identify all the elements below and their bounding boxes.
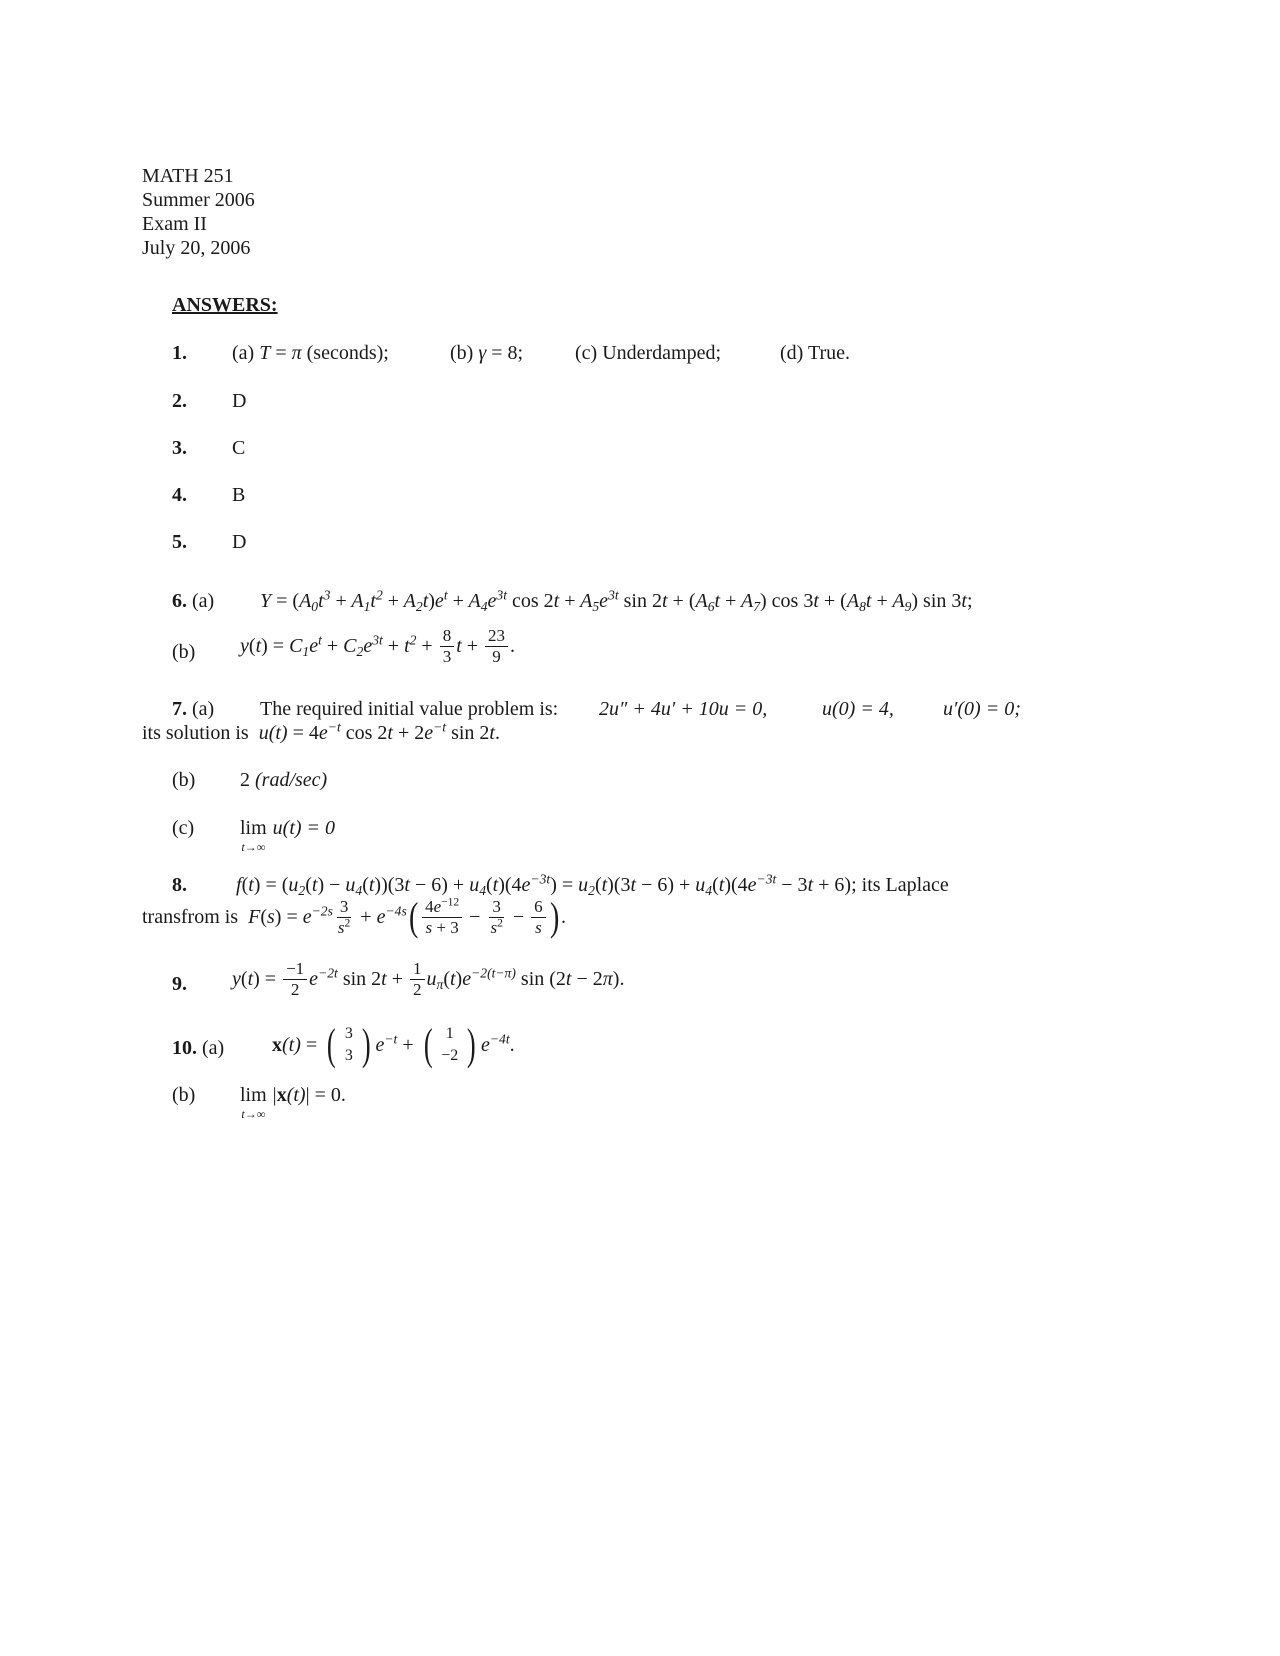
q7a-intro: The required initial value problem is:	[260, 698, 559, 720]
course-title: MATH 251	[142, 165, 234, 187]
q3-number: 3.	[172, 437, 187, 459]
q7a-ode: 2u″ + 4u′ + 10u = 0,	[599, 698, 768, 720]
q7b-answer: 2 (rad/sec)	[240, 769, 328, 791]
q6-label: 6. (a)	[172, 590, 215, 612]
q10-label: 10. (a)	[172, 1037, 225, 1059]
q7c-answer: lim t→∞ u(t) = 0	[240, 817, 336, 854]
q1-part-c: (c) Underdamped;	[575, 342, 722, 364]
q5-number: 5.	[172, 531, 187, 553]
q5-answer: D	[232, 531, 247, 553]
q7b-label: (b)	[172, 769, 196, 791]
q8-frac-b: $\frac{4e^{-12}}{s + 3}$	[422, 898, 462, 937]
q9-frac-b: $\frac{1}{2}$	[410, 960, 425, 999]
q6b-label: (b)	[172, 641, 196, 663]
q10a-equation: x(t) = ( 3 3 ) $e^{-t}$ + ( 1 −2 ) $e^{-4t}$ .	[272, 1020, 515, 1069]
q2-number: 2.	[172, 390, 187, 412]
q10a-vector-1: ( 3 3 )	[327, 1020, 371, 1069]
q7c-limit: lim t→∞	[240, 817, 267, 854]
q9-equation: y(t) = $\frac{-1}{2}$ $e^{-2t}$ sin 2t + $\frac{1}{2}$ $u_\pi(t)e^{-2(t-\pi)}$ sin (2t − 2π).	[232, 959, 625, 999]
q1-part-b: (b) γ = 8;	[450, 342, 524, 364]
q10b-answer: lim t→∞ |x(t)| = 0.	[240, 1084, 346, 1121]
q8-number: 8.	[172, 874, 187, 896]
q10b-limit: lim t→∞	[240, 1084, 267, 1121]
answers-heading: ANSWERS:	[172, 294, 278, 316]
q8-frac-d: $\frac{6}{s}$	[531, 898, 546, 937]
q7c-label: (c)	[172, 817, 195, 839]
exam-name: Exam II	[142, 213, 207, 235]
q9-number: 9.	[172, 973, 187, 995]
q8-frac-a: $\frac{3}{s^2}$	[337, 896, 351, 937]
q7-label: 7. (a)	[172, 698, 215, 720]
q7a-ic1: u(0) = 4,	[822, 698, 894, 720]
term: Summer 2006	[142, 189, 255, 211]
q1-number: 1.	[172, 342, 187, 364]
q8-frac-c: $\frac{3}{s^2}$	[490, 896, 503, 937]
q8-laplace: transfrom is $F(s) = e^{-2s}$ $\frac{3}{s^2}$ + $e^{-4s}$ ( $\frac{4e^{-12}}{s + 3}$ − $\frac{3}{s^2}$ − $\frac{6}{s}$ ) .	[142, 894, 566, 939]
q6b-frac1: $\frac{8}{3}$	[440, 627, 455, 666]
q6b-frac2: $\frac{23}{9}$	[485, 627, 508, 666]
q1-part-d: (d) True.	[780, 342, 851, 364]
q7a-ic2: u′(0) = 0;	[943, 698, 1021, 720]
q7a-solution: its solution is $u(t) = 4e^{-t}$ $\cos 2t + 2e^{-t}$ sin 2t.	[142, 719, 500, 744]
q4-number: 4.	[172, 484, 187, 506]
exam-date: July 20, 2006	[142, 237, 251, 259]
q9-frac-a: $\frac{-1}{2}$	[283, 960, 307, 999]
q1-part-a: (a) T = π (seconds);	[232, 342, 389, 364]
q10a-vector-2: ( 1 −2 )	[423, 1020, 477, 1069]
q6a-equation: $Y = (A_0t^3 + A_1t^2 + A_2t)e^t + A_4e^{3t}$ $\cos 2t + A_5e^{3t}$ $\sin 2t + (A_6t + A_7)$ $\cos 3t + (A_8t + A_9)$ sin 3t;	[260, 587, 973, 615]
q2-answer: D	[232, 390, 247, 412]
q8-function: $f(t) = (u_2(t) - u_4(t))(3t - 6) + u_4(t)(4e^{-3t}) = u_2(t)(3t - 6) + u_4(t)(4e^{-3t} - 3t + 6)$; its Laplace	[236, 871, 949, 899]
q6b-equation: $y(t) = C_1e^t + C_2e^{3t} + t^2$ + $\frac{8}{3}$ t + $\frac{23}{9}$ .	[240, 626, 516, 666]
q4-answer: B	[232, 484, 246, 506]
q10b-label: (b)	[172, 1084, 196, 1106]
q3-answer: C	[232, 437, 246, 459]
